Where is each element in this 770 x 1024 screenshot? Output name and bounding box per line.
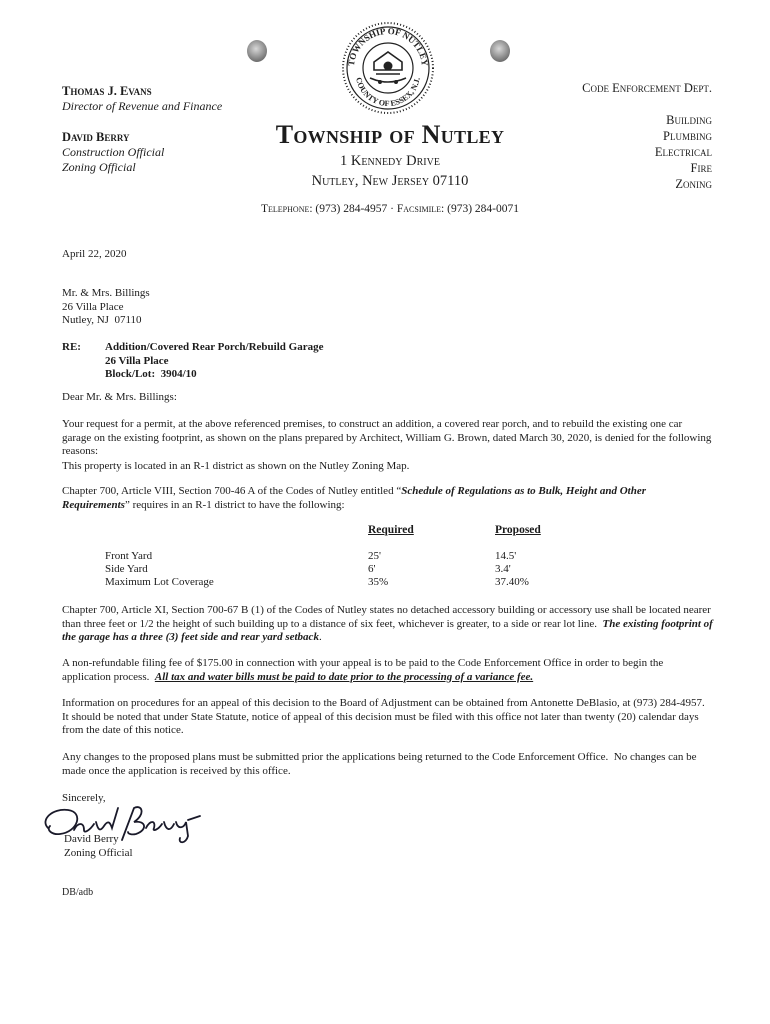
township-name: Township of Nutley bbox=[275, 120, 505, 149]
row-required: 25' bbox=[368, 550, 381, 562]
township-seal bbox=[340, 20, 436, 116]
paragraph-chapter-700-46: Chapter 700, Article VIII, Section 700-46 A of the Codes of Nutley entitled “Schedule of Regulations as to Bulk, Height and Other Requirements” requires in an R-1 district to have the following: bbox=[62, 485, 646, 511]
row-proposed: 37.40% bbox=[495, 576, 529, 588]
header-required: Required bbox=[368, 524, 414, 536]
tax-water-bills-note: All tax and water bills must be paid to date prior to the processing of a variance fee. bbox=[154, 670, 534, 683]
division-plumbing: Plumbing bbox=[663, 129, 712, 143]
svg-text:COUNTY OF ESSEX, N.J.: COUNTY OF ESSEX, N.J. bbox=[354, 76, 422, 109]
row-proposed: 3.4' bbox=[495, 563, 511, 575]
paragraph-filing-fee: A non-refundable filing fee of $175.00 in connection with your appeal is to be paid to the Code Enforcement Office in order to begin the application process. All tax and water bills must be paid to date prior to the processing of a variance fee. bbox=[62, 657, 667, 683]
paragraph-chapter-700-67: Chapter 700, Article XI, Section 700-67 B (1) of the Codes of Nutley states no detached accessory building or accessory use shall be located nearer than three feet or 1/2 the height of such building up to a distance of six feet, whichever is greater, to a side or rear lot line. The existing footprint of the garage has a three (3) feet side and rear yard setback. bbox=[62, 604, 716, 643]
division-fire: Fire bbox=[690, 161, 712, 175]
recipient-address bbox=[62, 287, 282, 328]
reference-initials: DB/adb bbox=[62, 887, 94, 898]
recipient-line: Mr. & Mrs. Billings bbox=[62, 287, 150, 299]
paragraph-plan-changes: Any changes to the proposed plans must be submitted prior the applications being returned to the Code Enforcement Office. No changes can be made once the application is received by this office. bbox=[62, 751, 700, 777]
official-name-berry: David Berry bbox=[62, 130, 130, 144]
recipient-line: Nutley, NJ 07110 bbox=[62, 314, 142, 326]
division-electrical: Electrical bbox=[654, 145, 712, 159]
re-line: Addition/Covered Rear Porch/Rebuild Garage bbox=[105, 341, 324, 353]
signer-block bbox=[64, 833, 133, 860]
paragraph-permit-denied: Your request for a permit, at the above referenced premises, to construct an addition, a covered rear porch, and to rebuild the existing one car garage on the existing footprint, as shown on the plans prepared by Architect, William G. Brown, dated March 30, 2020, is denied for the following reasons: bbox=[62, 418, 712, 457]
row-label: Maximum Lot Coverage bbox=[105, 576, 214, 588]
division-zoning: Zoning bbox=[675, 177, 712, 191]
regulation-title: Schedule of Regulations as to Bulk, Height and Other Requirements bbox=[62, 485, 646, 511]
svg-text:TOWNSHIP OF NUTLEY: TOWNSHIP OF NUTLEY bbox=[345, 25, 431, 67]
header-proposed: Proposed bbox=[495, 524, 541, 536]
row-label: Front Yard bbox=[105, 550, 153, 562]
row-required: 35% bbox=[368, 576, 389, 588]
department-name: Code Enforcement Dept. bbox=[582, 81, 712, 95]
re-label: RE: bbox=[62, 341, 81, 353]
division-building: Building bbox=[666, 113, 712, 127]
punch-hole-left bbox=[247, 40, 267, 62]
punch-hole-right bbox=[490, 40, 510, 62]
official-role-berry-construction: Construction Official bbox=[62, 145, 165, 159]
re-line: 26 Villa Place bbox=[105, 354, 169, 367]
re-line: Block/Lot: 3904/10 bbox=[105, 368, 197, 380]
letter-date: April 22, 2020 bbox=[62, 248, 127, 260]
paragraph-district: This property is located in an R-1 district as shown on the Nutley Zoning Map. bbox=[62, 460, 410, 472]
table-row bbox=[105, 563, 575, 577]
table-row bbox=[105, 550, 575, 564]
official-name-evans: Thomas J. Evans bbox=[62, 84, 152, 98]
existing-footprint-note: The existing footprint of the garage has a three (3) feet side and rear yard setback bbox=[62, 617, 716, 643]
row-required: 6' bbox=[368, 563, 376, 575]
paragraph-appeal-info: Information on procedures for an appeal of this decision to the Board of Adjustment can be obtained from Antonette DeBlasio, at (973) 284-4957. It should be noted that under State Statute, notice of appeal of this decision must be filed with this office not later than twenty (20) calendar days from the date of this notice. bbox=[62, 697, 711, 736]
re-subject bbox=[105, 341, 405, 382]
township-header bbox=[240, 120, 540, 190]
signer-name: David Berry bbox=[64, 833, 119, 845]
salutation: Dear Mr. & Mrs. Billings: bbox=[62, 391, 177, 403]
official-role-evans: Director of Revenue and Finance bbox=[62, 99, 223, 113]
signer-title: Zoning Official bbox=[64, 846, 133, 859]
township-city-state: Nutley, New Jersey 07110 bbox=[311, 173, 469, 189]
official-role-berry-zoning: Zoning Official bbox=[62, 160, 136, 174]
table-row bbox=[105, 576, 575, 590]
phone-fax-line: Telephone: (973) 284-4957 · Facsimile: (973) 284-0071 bbox=[261, 203, 519, 215]
row-proposed: 14.5' bbox=[495, 550, 517, 562]
row-label: Side Yard bbox=[105, 563, 148, 575]
closing: Sincerely, bbox=[62, 792, 106, 804]
department-block bbox=[518, 80, 712, 192]
recipient-line: 26 Villa Place bbox=[62, 300, 124, 313]
township-street: 1 Kennedy Drive bbox=[340, 153, 440, 169]
